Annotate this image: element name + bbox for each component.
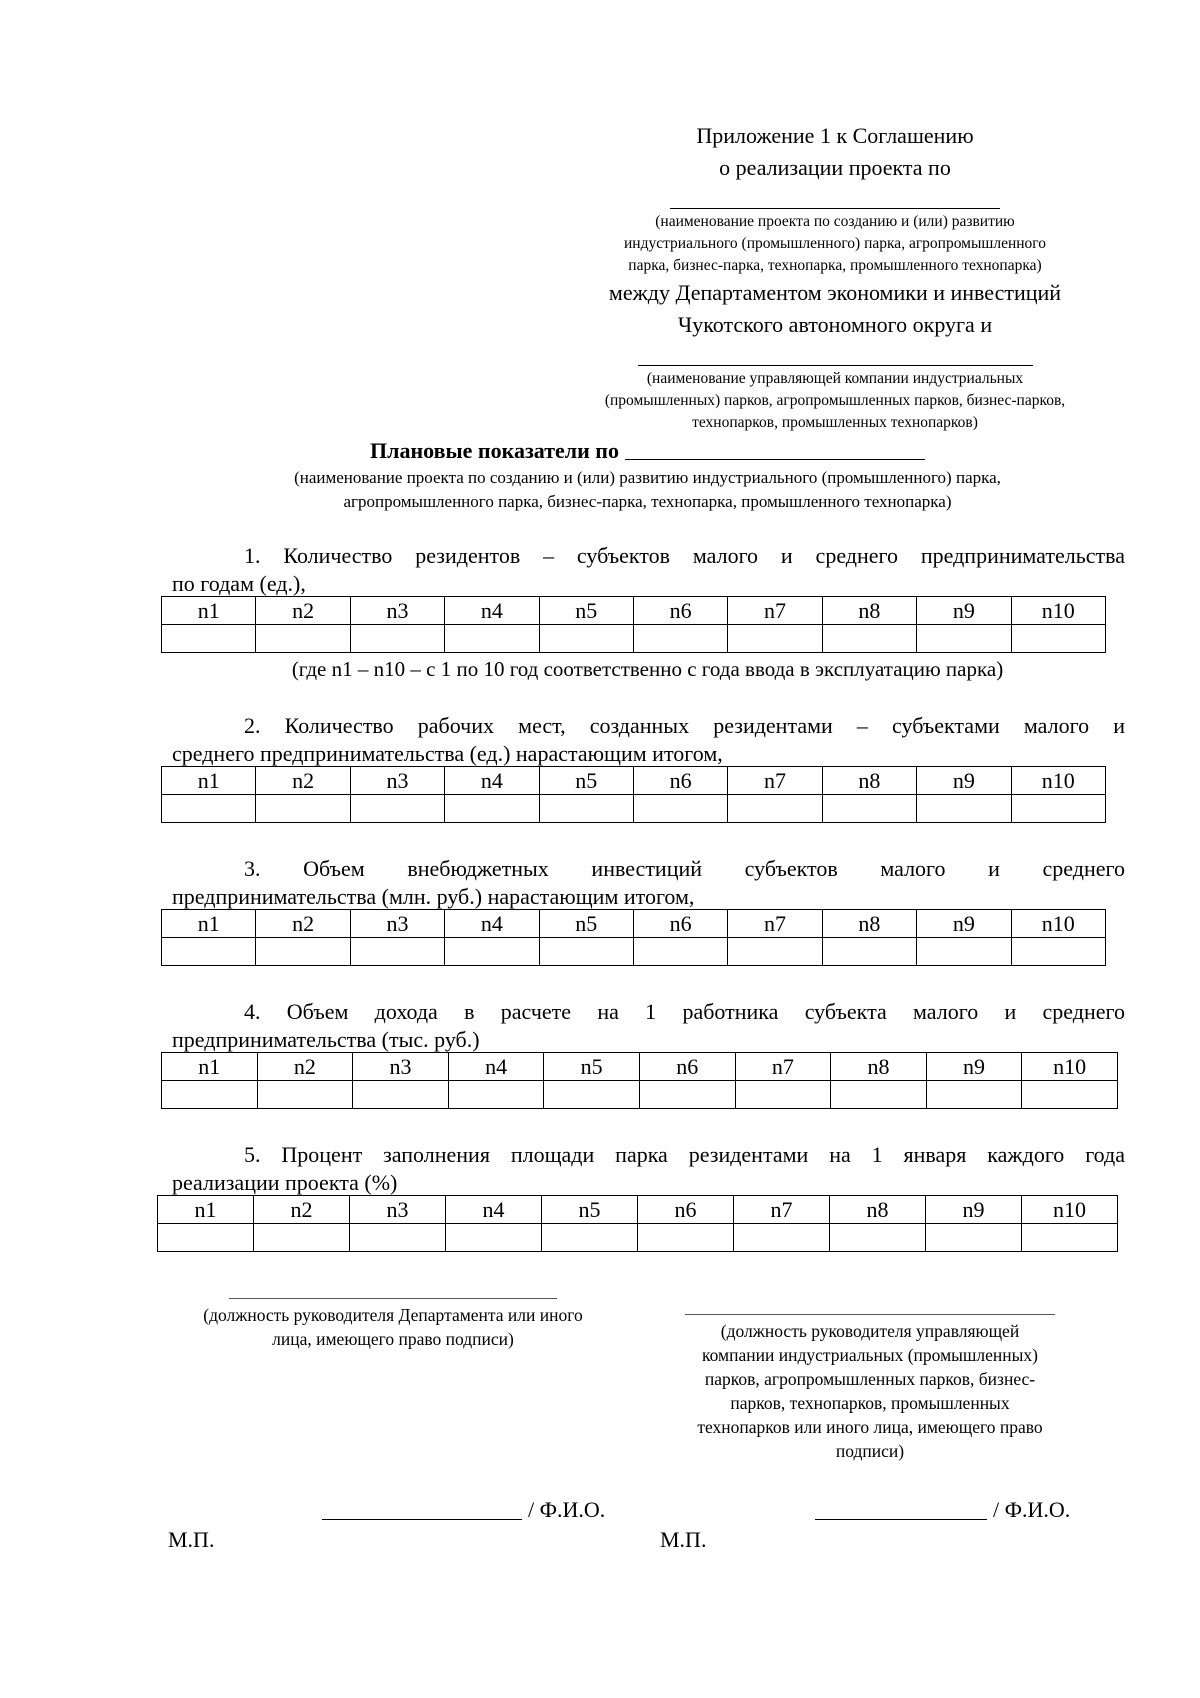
table-header-row <box>162 1053 1118 1081</box>
value-cell[interactable] <box>350 938 444 966</box>
table-value-row <box>162 1081 1118 1109</box>
section-3-text: 3. Объем внебюджетных инвестиций субъектов малого и среднего предпринимательства (млн. руб.) нарастающим итогом, <box>172 856 1125 909</box>
value-cell[interactable] <box>350 1224 446 1252</box>
stamp-place-right: М.П. <box>660 1527 707 1552</box>
fio-left <box>322 1496 605 1524</box>
company-name-line <box>638 365 1033 366</box>
value-cell[interactable] <box>162 795 256 823</box>
col-header: n7 <box>728 767 822 795</box>
fio-right-blank[interactable] <box>815 1497 987 1520</box>
col-header: n3 <box>350 1196 446 1224</box>
col-header: n10 <box>1022 1053 1118 1081</box>
col-header: n3 <box>353 1053 449 1081</box>
value-cell[interactable] <box>1022 1224 1118 1252</box>
value-cell[interactable] <box>539 938 633 966</box>
project-note-line: парка, бизнес-парка, технопарка, промышленного технопарка) <box>628 257 1042 274</box>
section-2-text: 2. Количество рабочих мест, созданных резидентами – субъектами малого и среднего предпринимательства (ед.) нарастающим итогом, <box>172 713 1125 766</box>
value-cell[interactable] <box>639 1081 735 1109</box>
col-header: n1 <box>162 597 256 625</box>
col-header: n2 <box>256 910 350 938</box>
signature-left-line <box>229 1298 557 1299</box>
value-cell[interactable] <box>353 1081 449 1109</box>
indicator-table-4 <box>161 1052 1118 1109</box>
col-header: n2 <box>256 767 350 795</box>
section-5-text: 5. Процент заполнения площади парка резидентами на 1 января каждого года реализации проекта (%) <box>172 1142 1125 1195</box>
col-header: n5 <box>542 1196 638 1224</box>
value-cell[interactable] <box>542 1224 638 1252</box>
col-header: n8 <box>822 767 916 795</box>
col-header: n10 <box>1011 597 1105 625</box>
value-cell[interactable] <box>633 795 727 823</box>
title-note-line: (наименование проекта по созданию и (или) развитию индустриального (промышленного) парка, <box>294 468 1001 487</box>
col-header: n1 <box>162 910 256 938</box>
col-header: n8 <box>831 1053 927 1081</box>
project-name-note <box>555 211 1115 277</box>
value-cell[interactable] <box>448 1081 544 1109</box>
value-cell[interactable] <box>822 938 916 966</box>
signature-right-line <box>685 1314 1055 1315</box>
col-header: n7 <box>728 597 822 625</box>
col-header: n8 <box>822 597 916 625</box>
value-cell[interactable] <box>539 625 633 653</box>
value-cell[interactable] <box>917 625 1011 653</box>
project-note-line: (наименование проекта по созданию и (или) развитию <box>655 213 1015 230</box>
col-header: n9 <box>917 597 1011 625</box>
col-header: n1 <box>162 767 256 795</box>
table-header-row <box>162 910 1106 938</box>
value-cell[interactable] <box>822 795 916 823</box>
col-header: n6 <box>633 910 727 938</box>
signature-right-note: технопарков или иного лица, имеющего право <box>697 1417 1043 1437</box>
col-header: n8 <box>822 910 916 938</box>
signature-right-note: парков, технопарков, промышленных <box>730 1393 1010 1413</box>
col-header: n3 <box>350 767 444 795</box>
value-cell[interactable] <box>445 625 539 653</box>
value-cell[interactable] <box>162 938 256 966</box>
value-cell[interactable] <box>446 1224 542 1252</box>
value-cell[interactable] <box>638 1224 734 1252</box>
col-header: n5 <box>539 767 633 795</box>
value-cell[interactable] <box>350 625 444 653</box>
company-note-line: технопарков, промышленных технопарков) <box>692 414 978 431</box>
value-cell[interactable] <box>830 1224 926 1252</box>
value-cell[interactable] <box>1022 1081 1118 1109</box>
value-cell[interactable] <box>254 1224 350 1252</box>
col-header: n3 <box>350 597 444 625</box>
col-header: n4 <box>446 1196 542 1224</box>
value-cell[interactable] <box>917 938 1011 966</box>
value-cell[interactable] <box>734 1224 830 1252</box>
value-cell[interactable] <box>633 625 727 653</box>
col-header: n4 <box>445 597 539 625</box>
value-cell[interactable] <box>926 1224 1022 1252</box>
stamp-place-left: М.П. <box>168 1527 215 1552</box>
value-cell[interactable] <box>162 625 256 653</box>
value-cell[interactable] <box>350 795 444 823</box>
table-1-note: (где n1 – n10 – с 1 по 10 год соответственно с года ввода в эксплуатацию парка) <box>291 657 1004 681</box>
col-header: n6 <box>633 597 727 625</box>
col-header: n9 <box>926 1196 1022 1224</box>
col-header: n10 <box>1011 767 1105 795</box>
indicator-table-1 <box>161 596 1106 653</box>
parties-line-1: между Департаментом экономики и инвестиций <box>608 280 1062 305</box>
value-cell[interactable] <box>162 1081 258 1109</box>
value-cell[interactable] <box>1011 795 1105 823</box>
value-cell[interactable] <box>256 625 350 653</box>
value-cell[interactable] <box>728 938 822 966</box>
project-note-line: индустриального (промышленного) парка, агропромышленного <box>623 235 1047 252</box>
col-header: n5 <box>544 1053 640 1081</box>
col-header: n2 <box>256 597 350 625</box>
appendix-line-2: о реализации проекта по <box>719 155 951 180</box>
value-cell[interactable] <box>544 1081 640 1109</box>
col-header: n4 <box>448 1053 544 1081</box>
col-header: n3 <box>350 910 444 938</box>
value-cell[interactable] <box>256 795 350 823</box>
signature-right-note: компании индустриальных (промышленных) <box>702 1345 1038 1365</box>
title-text: Плановые показатели по <box>370 438 619 463</box>
table-value-row <box>162 938 1106 966</box>
col-header: n2 <box>257 1053 353 1081</box>
col-header: n4 <box>445 767 539 795</box>
company-note-line: (промышленных) парков, агропромышленных парков, бизнес-парков, <box>604 392 1066 409</box>
parties-line-2: Чукотского автономного округа и <box>677 312 993 337</box>
value-cell[interactable] <box>926 1081 1022 1109</box>
col-header: n7 <box>728 910 822 938</box>
signature-left <box>168 1298 618 1351</box>
col-header: n2 <box>254 1196 350 1224</box>
col-header: n1 <box>162 1053 258 1081</box>
signature-right-note: (должность руководителя управляющей <box>720 1321 1020 1341</box>
value-cell[interactable] <box>256 938 350 966</box>
table-value-row <box>158 1224 1118 1252</box>
table-value-row <box>162 795 1106 823</box>
value-cell[interactable] <box>158 1224 254 1252</box>
title-note-line: агропромышленного парка, бизнес-парка, технопарка, промышленного технопарка) <box>343 492 952 511</box>
col-header: n9 <box>917 910 1011 938</box>
value-cell[interactable] <box>917 795 1011 823</box>
value-cell[interactable] <box>831 1081 927 1109</box>
signature-right-note: подписи) <box>835 1441 905 1461</box>
section-1-text: 1. Количество резидентов – субъектов малого и среднего предпринимательства по годам (ед.), <box>172 543 1125 596</box>
value-cell[interactable] <box>735 1081 831 1109</box>
indicator-table-2 <box>161 766 1106 823</box>
company-name-note <box>555 368 1115 434</box>
project-name-line <box>670 208 1000 209</box>
value-cell[interactable] <box>445 938 539 966</box>
table-header-row <box>162 597 1106 625</box>
value-cell[interactable] <box>633 938 727 966</box>
col-header: n10 <box>1011 910 1105 938</box>
value-cell[interactable] <box>1011 625 1105 653</box>
plan-indicators-title <box>160 436 1135 514</box>
value-cell[interactable] <box>728 795 822 823</box>
fio-left-label: / Ф.И.О. <box>528 1497 606 1522</box>
table-header-row <box>158 1196 1118 1224</box>
col-header: n5 <box>539 910 633 938</box>
col-header: n7 <box>735 1053 831 1081</box>
value-cell[interactable] <box>539 795 633 823</box>
col-header: n8 <box>830 1196 926 1224</box>
indicator-table-5 <box>157 1195 1118 1252</box>
signature-right <box>655 1314 1085 1463</box>
signature-right-note: парков, агропромышленных парков, бизнес- <box>704 1369 1036 1389</box>
col-header: n6 <box>639 1053 735 1081</box>
title-note <box>160 466 1135 514</box>
value-cell[interactable] <box>822 625 916 653</box>
value-cell[interactable] <box>1011 938 1105 966</box>
col-header: n1 <box>158 1196 254 1224</box>
table-header-row <box>162 767 1106 795</box>
col-header: n9 <box>917 767 1011 795</box>
col-header: n5 <box>539 597 633 625</box>
appendix-line-1: Приложение 1 к Соглашению <box>696 123 974 148</box>
value-cell[interactable] <box>728 625 822 653</box>
signature-left-note: лица, имеющего право подписи) <box>272 1329 514 1349</box>
col-header: n4 <box>445 910 539 938</box>
col-header: n6 <box>633 767 727 795</box>
section-4-text: 4. Объем дохода в расчете на 1 работника субъекта малого и среднего предпринимательства (тыс. руб.) <box>172 999 1125 1052</box>
appendix-header <box>555 120 1115 434</box>
signature-left-note: (должность руководителя Департамента или иного <box>203 1305 583 1325</box>
col-header: n7 <box>734 1196 830 1224</box>
fio-right-label: / Ф.И.О. <box>993 1497 1071 1522</box>
table-value-row <box>162 625 1106 653</box>
company-note-line: (наименование управляющей компании индустриальных <box>646 370 1024 387</box>
fio-left-blank[interactable] <box>322 1497 522 1520</box>
title-blank-line <box>625 439 925 460</box>
col-header: n10 <box>1022 1196 1118 1224</box>
value-cell[interactable] <box>257 1081 353 1109</box>
col-header: n9 <box>926 1053 1022 1081</box>
indicator-table-3 <box>161 909 1106 966</box>
fio-right <box>815 1496 1070 1524</box>
value-cell[interactable] <box>445 795 539 823</box>
col-header: n6 <box>638 1196 734 1224</box>
